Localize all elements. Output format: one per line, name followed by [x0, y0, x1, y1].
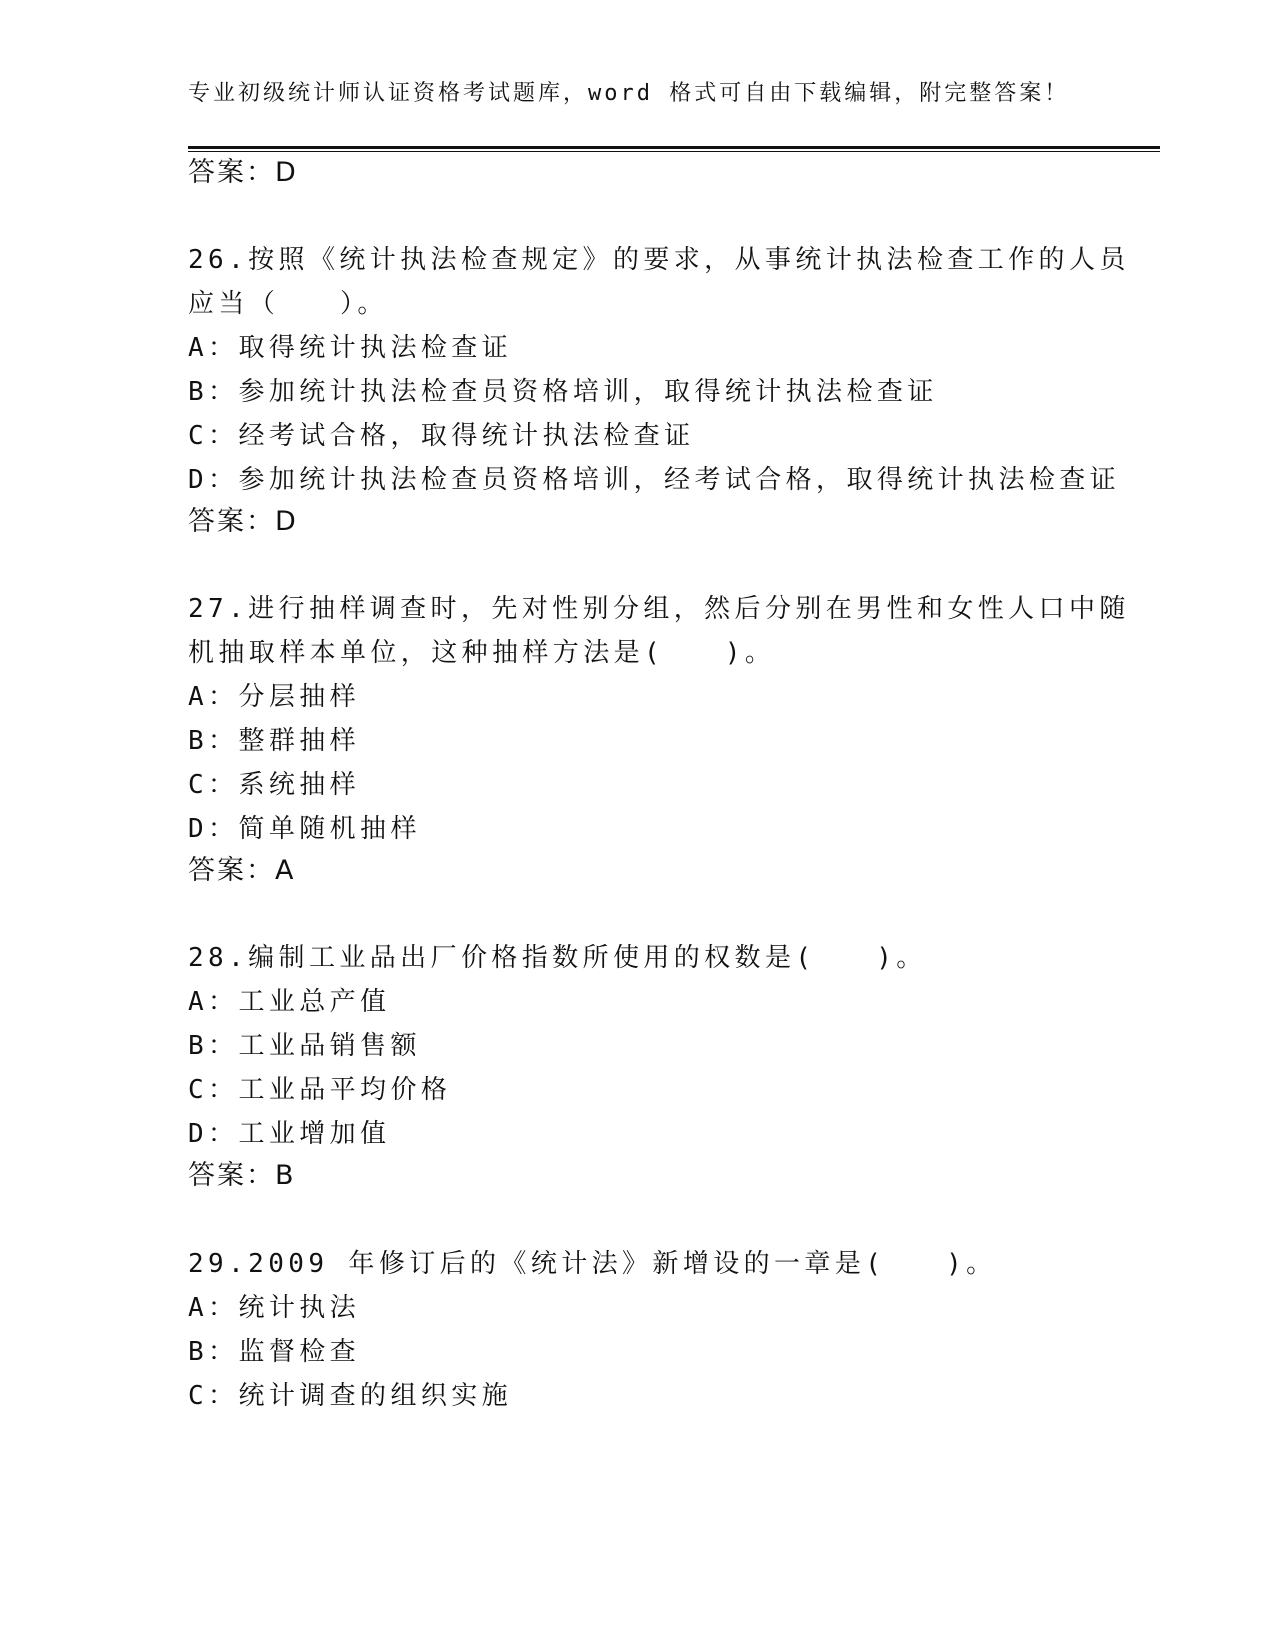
- question-26-option-b: B：参加统计执法检查员资格培训，取得统计执法检查证: [188, 377, 938, 407]
- question-28-option-a: A：工业总产值: [188, 987, 391, 1017]
- question-29-option-a: A：统计执法: [188, 1293, 361, 1323]
- question-26-stem-line-2: 应当（ ）。: [188, 289, 388, 319]
- question-28-option-b: B：工业品销售额: [188, 1031, 421, 1061]
- header-rule-thin: [188, 151, 1160, 152]
- answer-prev: 答案：D: [188, 157, 298, 188]
- question-26-stem-line-1: 26.按照《统计执法检查规定》的要求，从事统计执法检查工作的人员: [188, 245, 1130, 275]
- question-27-option-a: A：分层抽样: [188, 682, 361, 712]
- question-27-stem-line-1: 27.进行抽样调查时，先对性别分组，然后分别在男性和女性人口中随: [188, 594, 1130, 624]
- page-header: 专业初级统计师认证资格考试题库，word 格式可自由下载编辑，附完整答案！: [188, 81, 1070, 106]
- question-29-stem-line-1: 29.2009 年修订后的《统计法》新增设的一章是( )。: [188, 1249, 997, 1279]
- question-28-option-c: C：工业品平均价格: [188, 1075, 452, 1105]
- question-29-option-c: C：统计调查的组织实施: [188, 1381, 513, 1411]
- question-26-option-c: C：经考试合格，取得统计执法检查证: [188, 421, 695, 451]
- question-27-stem-line-2: 机抽取样本单位，这种抽样方法是( )。: [188, 638, 776, 668]
- question-26-answer: 答案：D: [188, 506, 298, 537]
- question-28-option-d: D：工业增加值: [188, 1119, 391, 1149]
- question-27-option-c: C：系统抽样: [188, 770, 361, 800]
- question-28-answer: 答案：B: [188, 1160, 296, 1191]
- question-27-option-d: D：简单随机抽样: [188, 814, 421, 844]
- question-26-option-d: D：参加统计执法检查员资格培训，经考试合格，取得统计执法检查证: [188, 465, 1121, 495]
- question-27-option-b: B：整群抽样: [188, 726, 361, 756]
- question-29-option-b: B：监督检查: [188, 1337, 361, 1367]
- question-27-answer: 答案：A: [188, 855, 296, 886]
- question-26-option-a: A：取得统计执法检查证: [188, 333, 513, 363]
- header-rule-thick: [188, 146, 1160, 149]
- question-28-stem-line-1: 28.编制工业品出厂价格指数所使用的权数是( )。: [188, 943, 927, 973]
